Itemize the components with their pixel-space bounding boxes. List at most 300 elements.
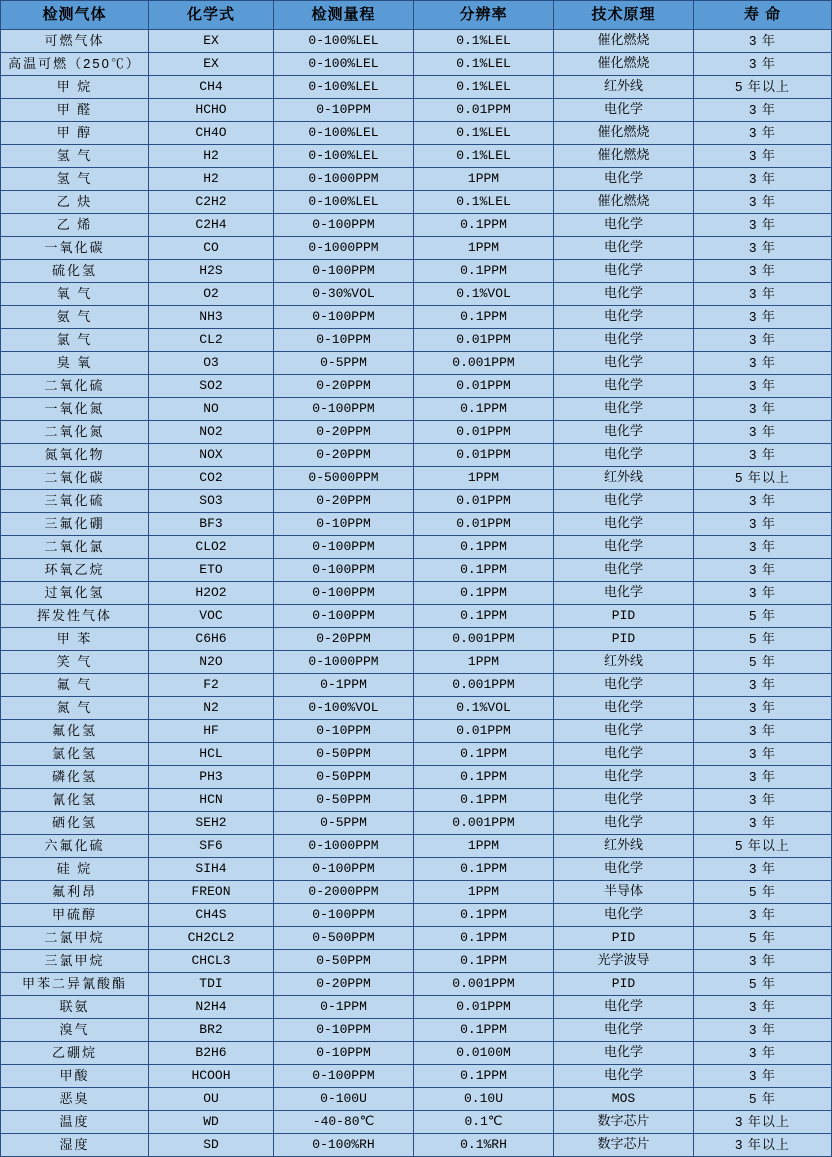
cell-gas: 温度: [1, 1111, 149, 1134]
cell-gas: 硅 烷: [1, 858, 149, 881]
cell-lifetime: 3 年: [694, 283, 832, 306]
cell-gas: 臭 氧: [1, 352, 149, 375]
table-row: [1, 375, 832, 398]
cell-principle: 催化燃烧: [554, 191, 694, 214]
cell-lifetime: 3 年: [694, 444, 832, 467]
cell-lifetime: 3 年: [694, 858, 832, 881]
table-header: [1, 1, 832, 30]
cell-formula: O3: [149, 352, 274, 375]
cell-formula: SD: [149, 1134, 274, 1157]
cell-range: 0-500PPM: [274, 927, 414, 950]
cell-principle: 半导体: [554, 881, 694, 904]
table-row: [1, 398, 832, 421]
cell-resolution: 0.1%LEL: [414, 122, 554, 145]
cell-principle: 电化学: [554, 1042, 694, 1065]
cell-resolution: 0.1%LEL: [414, 76, 554, 99]
cell-range: 0-20PPM: [274, 628, 414, 651]
cell-resolution: 0.1PPM: [414, 605, 554, 628]
cell-range: 0-5PPM: [274, 812, 414, 835]
cell-range: 0-100%LEL: [274, 30, 414, 53]
cell-range: 0-1PPM: [274, 996, 414, 1019]
cell-formula: HCHO: [149, 99, 274, 122]
cell-gas: 磷化氢: [1, 766, 149, 789]
cell-formula: BR2: [149, 1019, 274, 1042]
cell-resolution: 0.1PPM: [414, 789, 554, 812]
cell-formula: HCL: [149, 743, 274, 766]
cell-resolution: 0.01PPM: [414, 513, 554, 536]
cell-lifetime: 3 年: [694, 168, 832, 191]
column-header-principle: 技术原理: [554, 1, 694, 30]
cell-resolution: 0.01PPM: [414, 996, 554, 1019]
table-row: [1, 260, 832, 283]
table-row: [1, 720, 832, 743]
table-row: [1, 1088, 832, 1111]
table-row: [1, 628, 832, 651]
cell-gas: 甲 醇: [1, 122, 149, 145]
cell-gas: 一氧化氮: [1, 398, 149, 421]
table-row: [1, 237, 832, 260]
cell-lifetime: 3 年: [694, 53, 832, 76]
cell-principle: 催化燃烧: [554, 53, 694, 76]
table-row: [1, 122, 832, 145]
cell-formula: FREON: [149, 881, 274, 904]
table-row: [1, 881, 832, 904]
cell-range: -40-80℃: [274, 1111, 414, 1134]
cell-resolution: 0.001PPM: [414, 973, 554, 996]
cell-resolution: 0.1PPM: [414, 950, 554, 973]
cell-gas: 挥发性气体: [1, 605, 149, 628]
cell-principle: PID: [554, 927, 694, 950]
cell-resolution: 0.1%LEL: [414, 53, 554, 76]
table-row: [1, 904, 832, 927]
cell-range: 0-100PPM: [274, 398, 414, 421]
table-row: [1, 145, 832, 168]
cell-lifetime: 3 年: [694, 329, 832, 352]
table-row: [1, 766, 832, 789]
cell-formula: EX: [149, 53, 274, 76]
cell-resolution: 0.1%LEL: [414, 191, 554, 214]
cell-lifetime: 3 年: [694, 950, 832, 973]
cell-range: 0-100PPM: [274, 858, 414, 881]
cell-gas: 甲 苯: [1, 628, 149, 651]
cell-principle: 电化学: [554, 329, 694, 352]
cell-resolution: 0.1PPM: [414, 904, 554, 927]
cell-formula: N2O: [149, 651, 274, 674]
cell-formula: O2: [149, 283, 274, 306]
cell-gas: 三氧化硫: [1, 490, 149, 513]
cell-gas: 氮氧化物: [1, 444, 149, 467]
cell-resolution: 0.01PPM: [414, 444, 554, 467]
cell-lifetime: 5 年以上: [694, 76, 832, 99]
cell-gas: 氢 气: [1, 168, 149, 191]
cell-resolution: 0.1%RH: [414, 1134, 554, 1157]
cell-principle: 电化学: [554, 421, 694, 444]
table-header-row: [1, 1, 832, 30]
cell-formula: OU: [149, 1088, 274, 1111]
cell-formula: CHCL3: [149, 950, 274, 973]
cell-formula: CH4: [149, 76, 274, 99]
cell-lifetime: 3 年: [694, 996, 832, 1019]
cell-lifetime: 3 年: [694, 191, 832, 214]
table-row: [1, 605, 832, 628]
cell-formula: C2H2: [149, 191, 274, 214]
cell-lifetime: 3 年: [694, 582, 832, 605]
cell-lifetime: 5 年: [694, 651, 832, 674]
cell-gas: 硫化氢: [1, 260, 149, 283]
cell-formula: EX: [149, 30, 274, 53]
cell-resolution: 0.001PPM: [414, 812, 554, 835]
cell-range: 0-1PPM: [274, 674, 414, 697]
table-row: [1, 99, 832, 122]
cell-gas: 氟利昂: [1, 881, 149, 904]
cell-formula: WD: [149, 1111, 274, 1134]
cell-range: 0-1000PPM: [274, 651, 414, 674]
cell-principle: 电化学: [554, 237, 694, 260]
cell-gas: 二氧化碳: [1, 467, 149, 490]
cell-lifetime: 5 年以上: [694, 467, 832, 490]
cell-range: 0-10PPM: [274, 99, 414, 122]
cell-lifetime: 3 年: [694, 904, 832, 927]
cell-range: 0-50PPM: [274, 789, 414, 812]
cell-principle: 红外线: [554, 76, 694, 99]
cell-lifetime: 3 年: [694, 812, 832, 835]
cell-range: 0-20PPM: [274, 973, 414, 996]
cell-principle: 电化学: [554, 283, 694, 306]
cell-resolution: 0.1PPM: [414, 582, 554, 605]
cell-principle: 电化学: [554, 352, 694, 375]
table-row: [1, 421, 832, 444]
cell-gas: 甲苯二异氰酸酯: [1, 973, 149, 996]
cell-range: 0-100%LEL: [274, 145, 414, 168]
cell-resolution: 0.10U: [414, 1088, 554, 1111]
cell-formula: HCOOH: [149, 1065, 274, 1088]
cell-range: 0-20PPM: [274, 375, 414, 398]
cell-lifetime: 3 年: [694, 30, 832, 53]
cell-lifetime: 3 年: [694, 398, 832, 421]
cell-resolution: 0.1PPM: [414, 743, 554, 766]
cell-formula: H2S: [149, 260, 274, 283]
column-header-lifetime: 寿 命: [694, 1, 832, 30]
cell-principle: 电化学: [554, 904, 694, 927]
cell-resolution: 0.1PPM: [414, 536, 554, 559]
table-row: [1, 467, 832, 490]
table-row: [1, 76, 832, 99]
cell-lifetime: 3 年: [694, 352, 832, 375]
cell-formula: C6H6: [149, 628, 274, 651]
table-row: [1, 444, 832, 467]
table-row: [1, 306, 832, 329]
cell-formula: CH4O: [149, 122, 274, 145]
cell-gas: 甲 烷: [1, 76, 149, 99]
cell-principle: 电化学: [554, 444, 694, 467]
table-row: [1, 973, 832, 996]
cell-gas: 乙 炔: [1, 191, 149, 214]
table-row: [1, 927, 832, 950]
cell-lifetime: 3 年: [694, 145, 832, 168]
column-header-range: 检测量程: [274, 1, 414, 30]
cell-resolution: 0.01PPM: [414, 720, 554, 743]
cell-formula: F2: [149, 674, 274, 697]
cell-range: 0-100PPM: [274, 559, 414, 582]
cell-range: 0-2000PPM: [274, 881, 414, 904]
cell-range: 0-1000PPM: [274, 168, 414, 191]
table-row: [1, 1019, 832, 1042]
cell-principle: PID: [554, 605, 694, 628]
cell-gas: 过氧化氢: [1, 582, 149, 605]
table-row: [1, 513, 832, 536]
cell-gas: 三氯甲烷: [1, 950, 149, 973]
cell-lifetime: 3 年: [694, 697, 832, 720]
cell-formula: H2: [149, 168, 274, 191]
cell-resolution: 0.1PPM: [414, 306, 554, 329]
cell-formula: SEH2: [149, 812, 274, 835]
cell-gas: 氰化氢: [1, 789, 149, 812]
table-row: [1, 536, 832, 559]
cell-formula: CO2: [149, 467, 274, 490]
cell-gas: 硒化氢: [1, 812, 149, 835]
cell-principle: 电化学: [554, 375, 694, 398]
cell-formula: CLO2: [149, 536, 274, 559]
cell-range: 0-100PPM: [274, 214, 414, 237]
cell-range: 0-50PPM: [274, 766, 414, 789]
cell-formula: CL2: [149, 329, 274, 352]
cell-range: 0-100PPM: [274, 1065, 414, 1088]
cell-resolution: 1PPM: [414, 168, 554, 191]
cell-principle: 电化学: [554, 168, 694, 191]
cell-gas: 氨 气: [1, 306, 149, 329]
cell-principle: 电化学: [554, 766, 694, 789]
table-row: [1, 352, 832, 375]
cell-principle: 数字芯片: [554, 1134, 694, 1157]
table-row: [1, 674, 832, 697]
cell-formula: TDI: [149, 973, 274, 996]
cell-principle: 电化学: [554, 214, 694, 237]
table-row: [1, 651, 832, 674]
cell-range: 0-100PPM: [274, 582, 414, 605]
cell-resolution: 1PPM: [414, 835, 554, 858]
cell-principle: PID: [554, 973, 694, 996]
cell-range: 0-50PPM: [274, 743, 414, 766]
cell-lifetime: 3 年: [694, 99, 832, 122]
cell-formula: CH4S: [149, 904, 274, 927]
cell-gas: 二氯甲烷: [1, 927, 149, 950]
cell-formula: C2H4: [149, 214, 274, 237]
cell-formula: N2H4: [149, 996, 274, 1019]
cell-gas: 六氟化硫: [1, 835, 149, 858]
cell-lifetime: 3 年: [694, 214, 832, 237]
cell-gas: 湿度: [1, 1134, 149, 1157]
cell-range: 0-10PPM: [274, 720, 414, 743]
cell-resolution: 0.1%VOL: [414, 697, 554, 720]
cell-lifetime: 3 年以上: [694, 1111, 832, 1134]
cell-gas: 一氧化碳: [1, 237, 149, 260]
cell-formula: BF3: [149, 513, 274, 536]
cell-range: 0-20PPM: [274, 421, 414, 444]
cell-principle: 光学波导: [554, 950, 694, 973]
cell-formula: HF: [149, 720, 274, 743]
cell-gas: 笑 气: [1, 651, 149, 674]
cell-lifetime: 3 年: [694, 490, 832, 513]
cell-range: 0-100%RH: [274, 1134, 414, 1157]
table-row: [1, 490, 832, 513]
cell-resolution: 0.1PPM: [414, 858, 554, 881]
table-row: [1, 1111, 832, 1134]
cell-principle: 电化学: [554, 697, 694, 720]
table-row: [1, 835, 832, 858]
cell-formula: VOC: [149, 605, 274, 628]
cell-resolution: 0.1PPM: [414, 766, 554, 789]
cell-lifetime: 5 年: [694, 605, 832, 628]
table-row: [1, 812, 832, 835]
table-row: [1, 30, 832, 53]
cell-principle: 电化学: [554, 99, 694, 122]
cell-principle: 电化学: [554, 260, 694, 283]
cell-range: 0-5000PPM: [274, 467, 414, 490]
cell-gas: 恶臭: [1, 1088, 149, 1111]
cell-resolution: 0.1PPM: [414, 398, 554, 421]
cell-resolution: 0.1PPM: [414, 1019, 554, 1042]
table-row: [1, 168, 832, 191]
cell-principle: PID: [554, 628, 694, 651]
table-row: [1, 789, 832, 812]
cell-range: 0-100PPM: [274, 536, 414, 559]
cell-range: 0-100%VOL: [274, 697, 414, 720]
cell-gas: 氯 气: [1, 329, 149, 352]
cell-range: 0-100U: [274, 1088, 414, 1111]
cell-resolution: 0.01PPM: [414, 490, 554, 513]
cell-principle: 催化燃烧: [554, 145, 694, 168]
cell-lifetime: 3 年: [694, 536, 832, 559]
cell-resolution: 0.1PPM: [414, 260, 554, 283]
cell-gas: 高温可燃（250℃）: [1, 53, 149, 76]
cell-resolution: 0.1PPM: [414, 214, 554, 237]
cell-formula: PH3: [149, 766, 274, 789]
column-header-gas: 检测气体: [1, 1, 149, 30]
cell-lifetime: 5 年: [694, 973, 832, 996]
cell-formula: CO: [149, 237, 274, 260]
cell-lifetime: 5 年: [694, 881, 832, 904]
cell-gas: 氟化氢: [1, 720, 149, 743]
cell-range: 0-50PPM: [274, 950, 414, 973]
cell-resolution: 0.1℃: [414, 1111, 554, 1134]
cell-range: 0-100%LEL: [274, 53, 414, 76]
cell-principle: 电化学: [554, 743, 694, 766]
cell-gas: 甲硫醇: [1, 904, 149, 927]
table-row: [1, 1065, 832, 1088]
cell-range: 0-100PPM: [274, 306, 414, 329]
cell-resolution: 0.001PPM: [414, 628, 554, 651]
cell-principle: 催化燃烧: [554, 30, 694, 53]
cell-principle: 电化学: [554, 398, 694, 421]
cell-principle: 电化学: [554, 858, 694, 881]
cell-range: 0-100PPM: [274, 904, 414, 927]
cell-principle: 电化学: [554, 674, 694, 697]
cell-range: 0-100%LEL: [274, 122, 414, 145]
table-row: [1, 214, 832, 237]
cell-formula: ETO: [149, 559, 274, 582]
cell-principle: 电化学: [554, 812, 694, 835]
cell-lifetime: 3 年: [694, 1042, 832, 1065]
table-row: [1, 329, 832, 352]
cell-formula: NO2: [149, 421, 274, 444]
table-row: [1, 1042, 832, 1065]
cell-lifetime: 3 年以上: [694, 1134, 832, 1157]
cell-formula: SO2: [149, 375, 274, 398]
cell-principle: 红外线: [554, 467, 694, 490]
cell-range: 0-100PPM: [274, 605, 414, 628]
cell-gas: 环氧乙烷: [1, 559, 149, 582]
cell-formula: CH2CL2: [149, 927, 274, 950]
cell-resolution: 1PPM: [414, 467, 554, 490]
cell-principle: 催化燃烧: [554, 122, 694, 145]
cell-resolution: 0.1PPM: [414, 927, 554, 950]
cell-lifetime: 5 年: [694, 927, 832, 950]
cell-range: 0-1000PPM: [274, 835, 414, 858]
table-row: [1, 743, 832, 766]
cell-lifetime: 5 年: [694, 1088, 832, 1111]
cell-lifetime: 3 年: [694, 421, 832, 444]
cell-resolution: 0.01PPM: [414, 99, 554, 122]
table-row: [1, 283, 832, 306]
cell-resolution: 1PPM: [414, 881, 554, 904]
cell-lifetime: 3 年: [694, 743, 832, 766]
cell-lifetime: 3 年: [694, 674, 832, 697]
cell-lifetime: 3 年: [694, 237, 832, 260]
cell-lifetime: 3 年: [694, 1019, 832, 1042]
cell-lifetime: 3 年: [694, 720, 832, 743]
table-row: [1, 191, 832, 214]
cell-resolution: 0.001PPM: [414, 674, 554, 697]
cell-lifetime: 5 年以上: [694, 835, 832, 858]
cell-lifetime: 3 年: [694, 1065, 832, 1088]
cell-gas: 三氟化硼: [1, 513, 149, 536]
cell-lifetime: 3 年: [694, 306, 832, 329]
cell-lifetime: 3 年: [694, 789, 832, 812]
column-header-formula: 化学式: [149, 1, 274, 30]
table-row: [1, 559, 832, 582]
cell-principle: 红外线: [554, 651, 694, 674]
cell-range: 0-20PPM: [274, 490, 414, 513]
table-body: [1, 30, 832, 1157]
table-row: [1, 697, 832, 720]
cell-lifetime: 3 年: [694, 766, 832, 789]
cell-principle: 数字芯片: [554, 1111, 694, 1134]
cell-range: 0-10PPM: [274, 1042, 414, 1065]
cell-resolution: 0.01PPM: [414, 329, 554, 352]
cell-gas: 氢 气: [1, 145, 149, 168]
cell-resolution: 0.001PPM: [414, 352, 554, 375]
cell-principle: 电化学: [554, 559, 694, 582]
cell-formula: B2H6: [149, 1042, 274, 1065]
cell-range: 0-10PPM: [274, 513, 414, 536]
table-row: [1, 53, 832, 76]
cell-range: 0-100%LEL: [274, 191, 414, 214]
cell-principle: 电化学: [554, 582, 694, 605]
cell-principle: 电化学: [554, 720, 694, 743]
cell-range: 0-10PPM: [274, 329, 414, 352]
cell-principle: 电化学: [554, 536, 694, 559]
cell-gas: 氧 气: [1, 283, 149, 306]
cell-principle: 电化学: [554, 1065, 694, 1088]
cell-gas: 甲 醛: [1, 99, 149, 122]
cell-formula: H2O2: [149, 582, 274, 605]
cell-gas: 联氨: [1, 996, 149, 1019]
cell-formula: HCN: [149, 789, 274, 812]
cell-principle: 电化学: [554, 1019, 694, 1042]
table-row: [1, 858, 832, 881]
cell-resolution: 0.0100M: [414, 1042, 554, 1065]
table-row: [1, 582, 832, 605]
